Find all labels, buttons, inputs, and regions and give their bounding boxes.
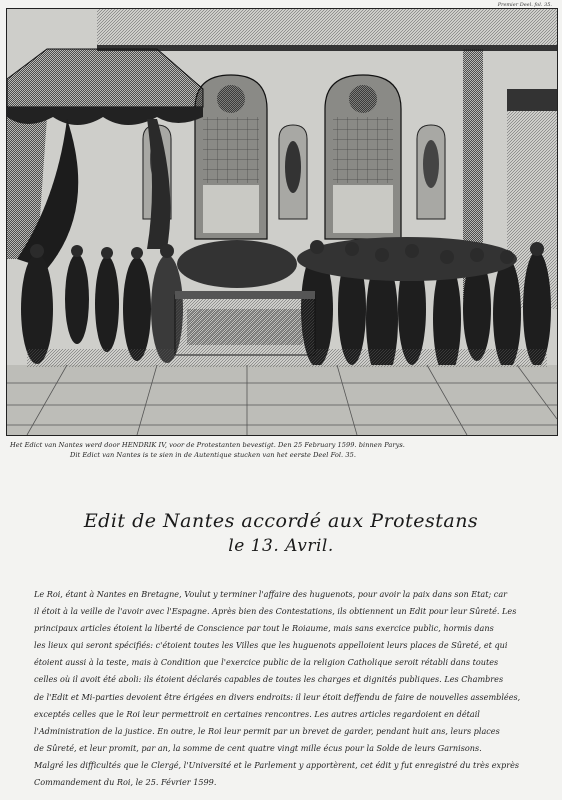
engraving-plate	[6, 8, 558, 436]
left-window	[195, 75, 267, 239]
body-line: Commandement du Roi, le 25. Février 1599.	[34, 777, 217, 788]
right-window	[325, 75, 401, 239]
engraving-illustration	[7, 9, 557, 435]
page-subtitle: le 13. Avril.	[228, 536, 334, 556]
body-line: l'Administration de la justice. En outre, le Roi leur permit par un brevet de garder, pendant huit ans, leurs places	[34, 725, 500, 736]
body-line: exceptés celles que le Roi leur permettroit en certaines rencontres. Les autres articles regardoient en détail	[34, 708, 480, 719]
corner-note: Premier Deel. fol. 35.	[497, 2, 552, 8]
plate-caption-line-2: Dit Edict van Nantes is te sien in de Autentique stucken van het eerste Deel Fol. 35.	[70, 451, 356, 459]
page-title: Edit de Nantes accordé aux Protestans	[83, 510, 479, 532]
body-line: Malgré les difficultés que le Clergé, l'Université et le Parlement y apportèrent, cet édit y fut enregistré du très exprès	[34, 759, 520, 770]
body-line: les lieux qui seront spécifiés: c'étoient toutes les Villes que les huguenots appelloient leurs places de Sûreté, et qui	[34, 640, 508, 651]
body-line: de Sûreté, et leur promit, par an, la somme de cent quatre vingt mille écus pour la Solde de leurs Garnisons.	[34, 742, 482, 753]
tiled-floor	[7, 349, 557, 435]
body-line: Le Roi, étant à Nantes en Bretagne, Voulut y terminer l'affaire des huguenots, pour avoir la paix dans son Etat; car	[34, 589, 508, 599]
plate-caption-line-1: Het Edict van Nantes werd door HENDRIK IV, voor de Protestanten bevestigt. Den 25 February 1599. binnen Parys.	[10, 441, 405, 449]
body-line: de l'Edit et Mi-parties devoient être érigées en divers endroits: il leur étoit deffendu de faire de nouvelles assemblées,	[34, 691, 521, 702]
body-line: il étoit à la veille de l'avoir avec l'Espagne. Après bien des Contestations, ils obtiennent un Edit pour leur Sûreté. Les	[34, 606, 517, 617]
body-line: principaux articles étoient la liberté de Conscience par tout le Roiaume, mais sans exercice public, hormis dans	[34, 623, 494, 634]
body-text	[34, 586, 524, 791]
body-line: celles où il avoit été aboli: ils étoient déclarés capables de toutes les charges et dignités publiques. Les Chambres	[34, 674, 504, 685]
signing-table	[175, 291, 315, 355]
body-line: étoient aussi à la teste, mais à Condition que l'exercice public de la religion Catholique seroit rétabli dans toutes	[34, 657, 499, 668]
